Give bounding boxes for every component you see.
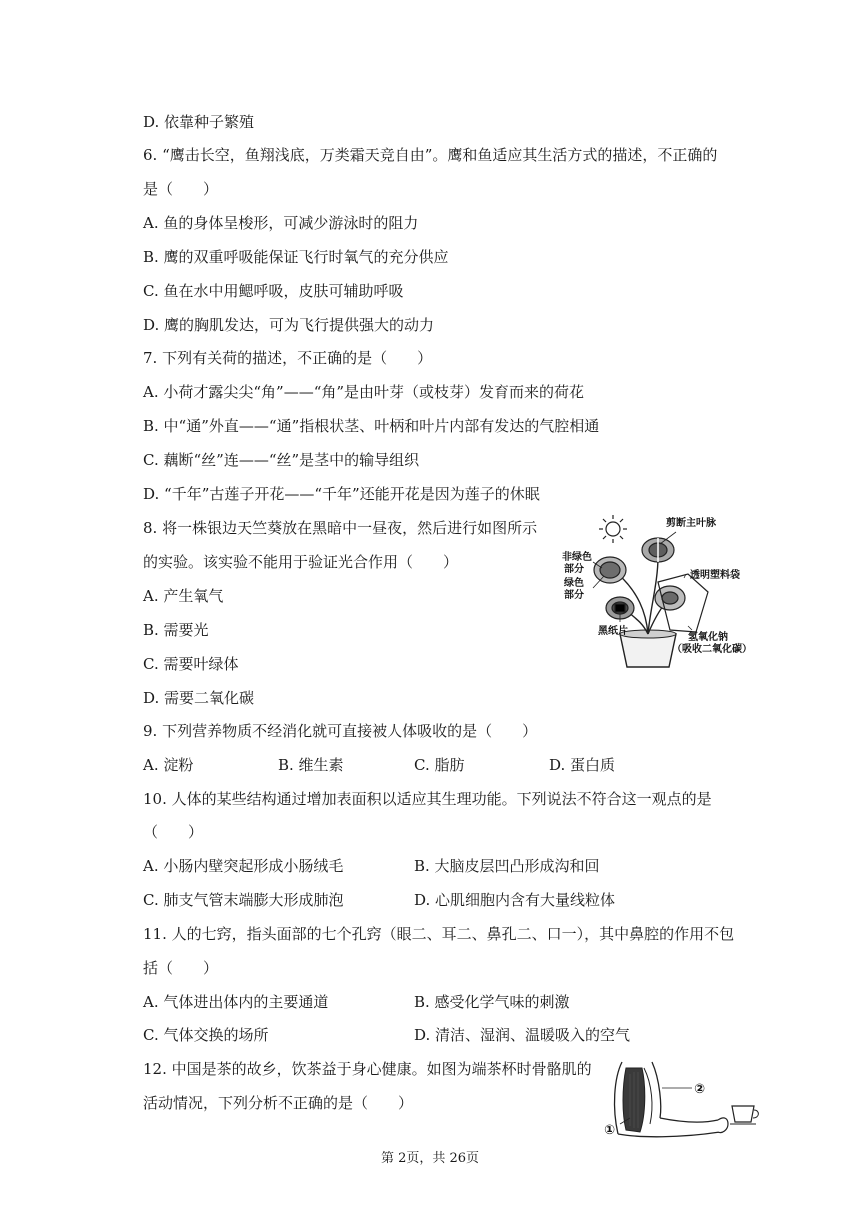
- q6-stem-cont: 是（ ）: [143, 180, 219, 198]
- label-muscle-1: ①: [604, 1123, 616, 1138]
- q6-option-d: D. 鹰的胸肌发达，可为飞行提供强大的动力: [143, 316, 435, 334]
- flower-pot: [620, 634, 676, 667]
- arm-muscle-illustration: [600, 1058, 760, 1144]
- sun-icon: [599, 515, 627, 543]
- q11-option-b: B. 感受化学气味的刺激: [414, 993, 570, 1011]
- q6-option-a: A. 鱼的身体呈梭形，可减少游泳时的阻力: [143, 214, 419, 232]
- label-naoh-1: 氢氧化钠: [688, 632, 728, 643]
- hand: [718, 1118, 728, 1133]
- q9-option-c: C. 脂肪: [414, 756, 465, 774]
- q9-option-d: D. 蛋白质: [549, 756, 616, 774]
- q10-stem: 10. 人体的某些结构通过增加表面积以适应其生理功能。下列说法不符合这一观点的是: [143, 790, 712, 808]
- q9-stem: 9. 下列营养物质不经消化就可直接被人体吸收的是（ ）: [143, 722, 538, 740]
- q8-figure: [558, 512, 758, 672]
- q6-option-b: B. 鹰的双重呼吸能保证飞行时氧气的充分供应: [143, 248, 449, 266]
- q7-option-c: C. 藕断“丝”连——“丝”是茎中的输导组织: [143, 451, 420, 469]
- q10-option-b: B. 大脑皮层凹凸形成沟和回: [414, 857, 600, 875]
- q11-stem: 11. 人的七窍，指头面部的七个孔窍（眼二、耳二、鼻孔二、口一），其中鼻腔的作用不包: [143, 925, 735, 943]
- q10-option-d: D. 心肌细胞内含有大量线粒体: [414, 891, 616, 909]
- q7-option-b: B. 中“通”外直——“通”指根状茎、叶柄和叶片内部有发达的气腔相通: [143, 417, 600, 435]
- q12-stem: 12. 中国是茶的故乡，饮茶益于身心健康。如图为端茶杯时骨骼肌的: [143, 1060, 592, 1078]
- q10-stem-cont: （ ）: [143, 823, 204, 841]
- geranium-experiment-illustration: [558, 512, 758, 672]
- q8-option-b: B. 需要光: [143, 621, 209, 639]
- q8-option-a: A. 产生氧气: [143, 587, 224, 605]
- q10-option-a: A. 小肠内壁突起形成小肠绒毛: [143, 857, 344, 875]
- page-footer: 第 2页，共 26页: [380, 1151, 480, 1166]
- label-nongreen-2: 部分: [564, 564, 584, 575]
- q7-option-d: D. “千年”古莲子开花——“千年”还能开花是因为莲子的休眠: [143, 485, 540, 503]
- label-naoh-2: （吸收二氧化碳）: [672, 644, 752, 655]
- q6-stem: 6. “鹰击长空，鱼翔浅底，万类霜天竞自由”。鹰和鱼适应其生活方式的描述，不正确的: [143, 146, 718, 164]
- q9-option-b: B. 维生素: [278, 756, 344, 774]
- label-nongreen-1: 非绿色: [562, 552, 592, 563]
- label-black-paper: 黑纸片: [598, 626, 628, 637]
- q8-option-c: C. 需要叶绿体: [143, 655, 239, 673]
- q8-stem-cont: 的实验。该实验不能用于验证光合作用（ ）: [143, 553, 459, 571]
- q10-option-c: C. 肺支气管末端膨大形成肺泡: [143, 891, 344, 909]
- label-cut-vein: 剪断主叶脉: [666, 518, 716, 529]
- q7-stem: 7. 下列有关荷的描述，不正确的是（ ）: [143, 349, 433, 367]
- q5-option-d: D. 依靠种子繁殖: [143, 113, 255, 131]
- q8-option-d: D. 需要二氧化碳: [143, 689, 255, 707]
- q11-stem-cont: 括（ ）: [143, 959, 219, 977]
- tea-cup: [732, 1106, 754, 1122]
- label-plastic-bag: 透明塑料袋: [690, 570, 740, 581]
- q7-option-a: A. 小荷才露尖尖“角”——“角”是由叶芽（或枝芽）发育而来的荷花: [143, 383, 585, 401]
- label-muscle-2: ②: [694, 1082, 706, 1097]
- q8-stem: 8. 将一株银边天竺葵放在黑暗中一昼夜，然后进行如图所示: [143, 519, 538, 537]
- q12-figure: [600, 1058, 760, 1144]
- q6-option-c: C. 鱼在水中用鳃呼吸，皮肤可辅助呼吸: [143, 282, 404, 300]
- label-green-2: 部分: [564, 590, 584, 601]
- q9-option-a: A. 淀粉: [143, 756, 194, 774]
- q11-option-d: D. 清洁、湿润、温暖吸入的空气: [414, 1026, 631, 1044]
- q11-option-c: C. 气体交换的场所: [143, 1026, 269, 1044]
- q11-option-a: A. 气体进出体内的主要通道: [143, 993, 329, 1011]
- label-green-1: 绿色: [564, 578, 584, 589]
- q12-stem-cont: 活动情况，下列分析不正确的是（ ）: [143, 1094, 414, 1112]
